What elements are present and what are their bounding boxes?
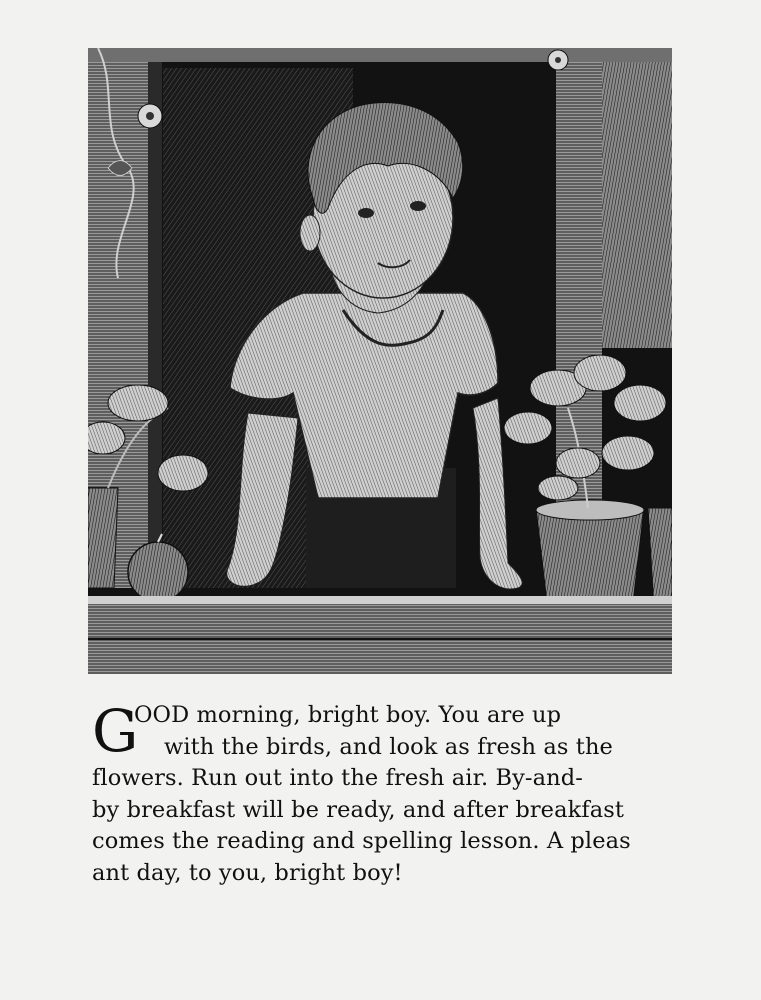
window-frame-left-inner [148, 48, 162, 588]
vine-right [548, 50, 568, 70]
text-line-4: by breakfast will be ready, and after breakfast [92, 796, 625, 823]
engraving-svg [88, 48, 672, 674]
window-sill [88, 596, 672, 674]
text-line-5: comes the reading and spelling lesson. A pleas [92, 828, 631, 854]
text-line-3: flowers. Run out into the fresh air. By-and- [92, 765, 583, 791]
text-line-1: OOD morning, bright boy. You are up [134, 702, 562, 728]
caption-paragraph [92, 697, 670, 889]
engraving-illustration [88, 48, 672, 674]
curtain-right [602, 48, 672, 348]
drop-cap-letter: G [92, 697, 139, 765]
text-line-6: ant day, to you, bright boy! [92, 859, 403, 886]
text-line-2: with the birds, and look as fresh as the [164, 733, 613, 760]
window-top-beam [88, 48, 672, 62]
